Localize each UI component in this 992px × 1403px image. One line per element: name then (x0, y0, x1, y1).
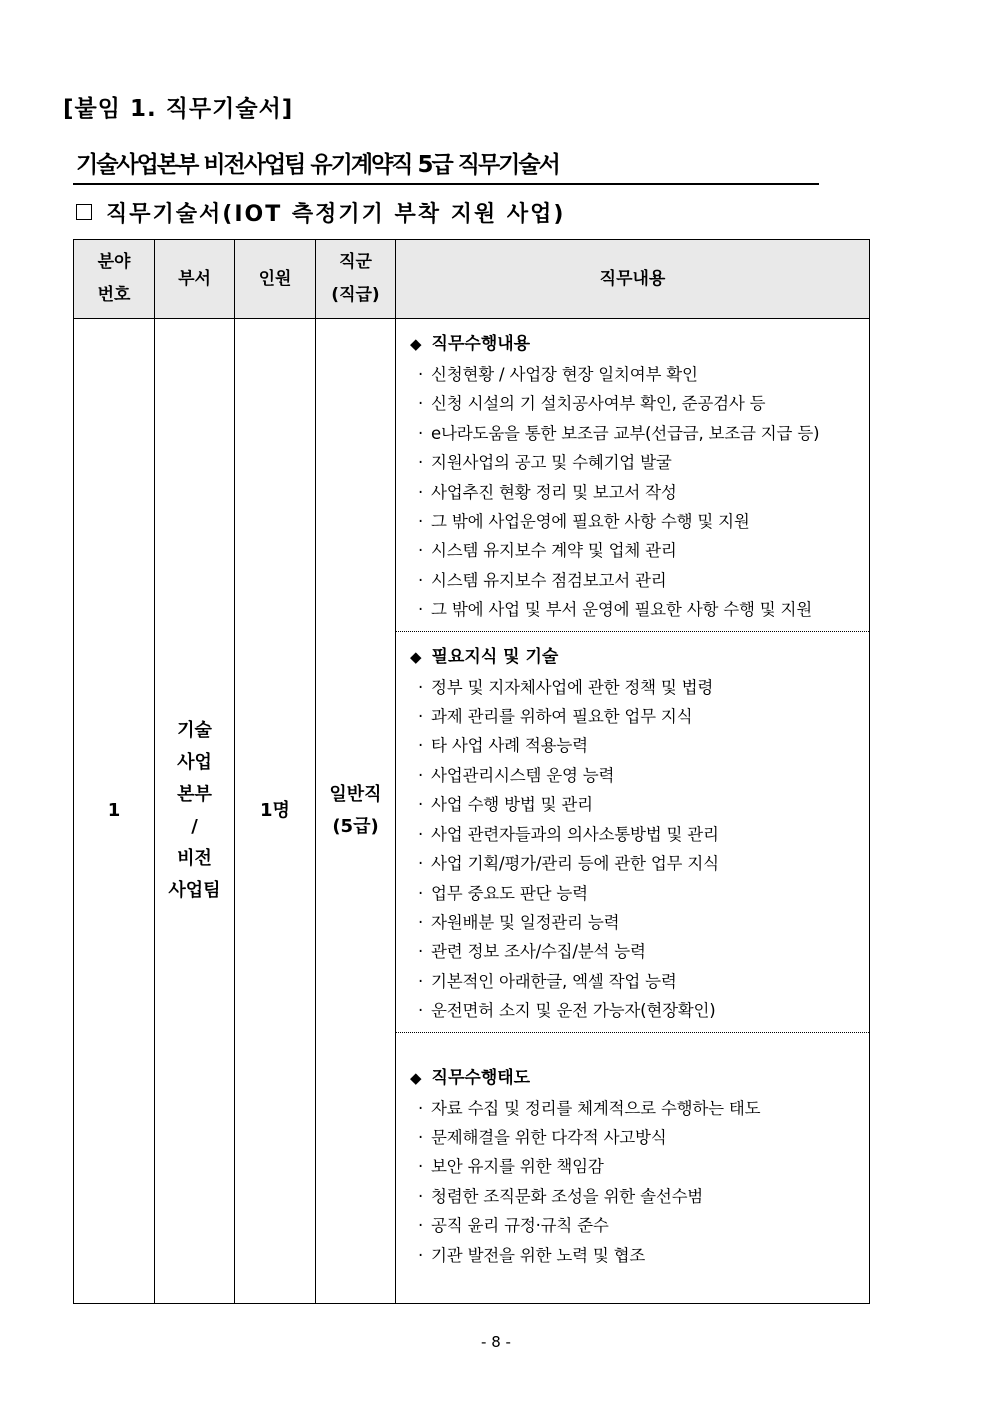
cell-field-no: 1 (74, 319, 155, 1304)
table-row (74, 319, 870, 1304)
diamond-bullet-icon: ◆ (410, 335, 422, 353)
middle-dot-icon: · (418, 482, 424, 502)
middle-dot-icon: · (418, 971, 424, 991)
list-item (410, 996, 861, 1025)
cell-department (155, 319, 235, 1304)
cell-grade (316, 319, 396, 1304)
duties-section-performance (396, 319, 869, 631)
checkbox-square-icon (76, 204, 92, 220)
list-item (410, 673, 861, 702)
list-item-text: 그 밖에 사업 및 부서 운영에 필요한 사항 수행 및 지원 (431, 600, 813, 620)
section-heading (410, 1063, 861, 1093)
list-item (410, 849, 861, 878)
middle-dot-icon: · (418, 942, 424, 962)
list-item-text: 자원배분 및 일정관리 능력 (431, 912, 620, 932)
list-item (410, 1094, 861, 1123)
grade-line1: 일반직 (329, 784, 382, 805)
list-item-text: 공직 윤리 규정·규칙 준수 (431, 1216, 609, 1236)
middle-dot-icon: · (418, 795, 424, 815)
list-item (410, 1182, 861, 1211)
list-item-text: 보안 유지를 위한 책임감 (431, 1157, 604, 1177)
list-item (410, 595, 861, 624)
middle-dot-icon: · (418, 854, 424, 874)
cell-headcount: 1명 (235, 319, 316, 1304)
middle-dot-icon: · (418, 453, 424, 473)
list-item-text: 관련 정보 조사/수집/분석 능력 (431, 942, 646, 962)
section-heading-text: 직무수행내용 (431, 334, 531, 354)
list-item (410, 879, 861, 908)
list-item (410, 731, 861, 760)
job-description-table (73, 239, 870, 1304)
title-underline (73, 183, 819, 185)
middle-dot-icon: · (418, 1245, 424, 1265)
list-item (410, 937, 861, 966)
list-item-text: 사업 관련자들과의 의사소통방법 및 관리 (431, 824, 719, 844)
list-item-text: 사업추진 현황 정리 및 보고서 작성 (431, 482, 677, 502)
header-field-no-line1: 분야 (97, 252, 131, 272)
header-field-no-line2: 번호 (97, 285, 131, 305)
list-item-text: 타 사업 사례 적용능력 (431, 736, 588, 756)
list-item (410, 566, 861, 595)
list-item (410, 1123, 861, 1152)
list-item (410, 448, 861, 477)
list-item (410, 908, 861, 937)
middle-dot-icon: · (418, 883, 424, 903)
middle-dot-icon: · (418, 912, 424, 932)
list-item (410, 536, 861, 565)
list-item-text: e나라도움을 통한 보조금 교부(선급금, 보조금 지급 등) (431, 423, 820, 443)
diamond-bullet-icon: ◆ (410, 1068, 422, 1087)
list-item (410, 820, 861, 849)
header-grade-line1: 직군 (339, 252, 372, 272)
list-item-text: 사업 기획/평가/관리 등에 관한 업무 지식 (431, 854, 719, 874)
attachment-title: [붙임 1. 직무기술서] (63, 96, 294, 122)
section-heading (410, 329, 861, 359)
middle-dot-icon: · (418, 677, 424, 697)
list-item-text: 기관 발전을 위한 노력 및 협조 (431, 1245, 646, 1265)
department-line: 사업팀 (168, 880, 221, 901)
page-number: - 8 - (481, 1333, 511, 1351)
list-item (410, 1241, 861, 1270)
list-item (410, 389, 861, 418)
header-field-no (74, 240, 155, 319)
list-item-text: 과제 관리를 위하여 필요한 업무 지식 (431, 707, 693, 727)
header-grade-line2: (직급) (331, 285, 380, 305)
middle-dot-icon: · (418, 1001, 424, 1021)
middle-dot-icon: · (418, 1098, 424, 1118)
header-headcount: 인원 (235, 240, 316, 319)
middle-dot-icon: · (418, 765, 424, 785)
department-line: 본부 (177, 784, 212, 805)
middle-dot-icon: · (418, 736, 424, 756)
list-item-text: 청렴한 조직문화 조성을 위한 솔선수범 (431, 1186, 704, 1206)
list-item (410, 761, 861, 790)
document-title: 기술사업본부 비전사업팀 유기계약직 5급 직무기술서 (76, 152, 559, 178)
middle-dot-icon: · (418, 541, 424, 561)
section-heading (410, 642, 861, 672)
middle-dot-icon: · (418, 394, 424, 414)
list-item-text: 자료 수집 및 정리를 체계적으로 수행하는 태도 (431, 1098, 761, 1118)
section-heading-text: 필요지식 및 기술 (431, 646, 559, 667)
department-line: 비전 (177, 848, 212, 869)
list-item-text: 정부 및 지자체사업에 관한 정책 및 법령 (431, 677, 714, 697)
header-grade (316, 240, 396, 319)
list-item (410, 1211, 861, 1240)
department-line: 기술 (177, 720, 212, 741)
grade-line2: (5급) (332, 816, 379, 837)
table-header-row (74, 240, 870, 319)
list-item-text: 문제해결을 위한 다각적 사고방식 (431, 1127, 667, 1147)
middle-dot-icon: · (418, 1216, 424, 1236)
middle-dot-icon: · (418, 1127, 424, 1147)
list-item-text: 운전면허 소지 및 운전 가능자(현장확인) (431, 1001, 716, 1021)
list-item-text: 업무 중요도 판단 능력 (431, 883, 588, 903)
list-item-text: 신청현황 / 사업장 현장 일치여부 확인 (431, 365, 698, 384)
list-item (410, 967, 861, 996)
middle-dot-icon: · (418, 1157, 424, 1177)
department-line: / (191, 816, 198, 837)
middle-dot-icon: · (418, 365, 424, 384)
department-line: 사업 (177, 752, 212, 773)
list-item (410, 419, 861, 448)
list-item-text: 그 밖에 사업운영에 필요한 사항 수행 및 지원 (431, 512, 750, 532)
middle-dot-icon: · (418, 707, 424, 727)
section-title-text: 직무기술서(IOT 측정기기 부착 지원 사업) (106, 202, 566, 227)
section-heading-text: 직무수행태도 (431, 1067, 531, 1088)
list-item (410, 702, 861, 731)
middle-dot-icon: · (418, 512, 424, 532)
middle-dot-icon: · (418, 423, 424, 443)
list-item-text: 지원사업의 공고 및 수혜기업 발굴 (431, 453, 672, 473)
middle-dot-icon: · (418, 824, 424, 844)
list-item (410, 1152, 861, 1181)
middle-dot-icon: · (418, 570, 424, 590)
duties-section-knowledge (396, 631, 869, 1032)
header-duties: 직무내용 (396, 240, 870, 319)
middle-dot-icon: · (418, 600, 424, 620)
diamond-bullet-icon: ◆ (410, 647, 422, 666)
list-item (410, 790, 861, 819)
header-department: 부서 (155, 240, 235, 319)
list-item-text: 시스템 유지보수 점검보고서 관리 (431, 570, 667, 590)
list-item-text: 기본적인 아래한글, 엑셀 작업 능력 (431, 971, 677, 991)
list-item-text: 신청 시설의 기 설치공사여부 확인, 준공검사 등 (431, 394, 766, 414)
list-item-text: 사업관리시스템 운영 능력 (431, 765, 615, 785)
list-item (410, 507, 861, 536)
list-item (410, 478, 861, 507)
middle-dot-icon: · (418, 1186, 424, 1206)
list-item-text: 시스템 유지보수 계약 및 업체 관리 (431, 541, 677, 561)
list-item (410, 360, 861, 389)
duties-section-attitude (396, 1032, 869, 1276)
list-item-text: 사업 수행 방법 및 관리 (431, 795, 593, 815)
section-title (76, 197, 565, 228)
cell-duties (396, 319, 870, 1304)
